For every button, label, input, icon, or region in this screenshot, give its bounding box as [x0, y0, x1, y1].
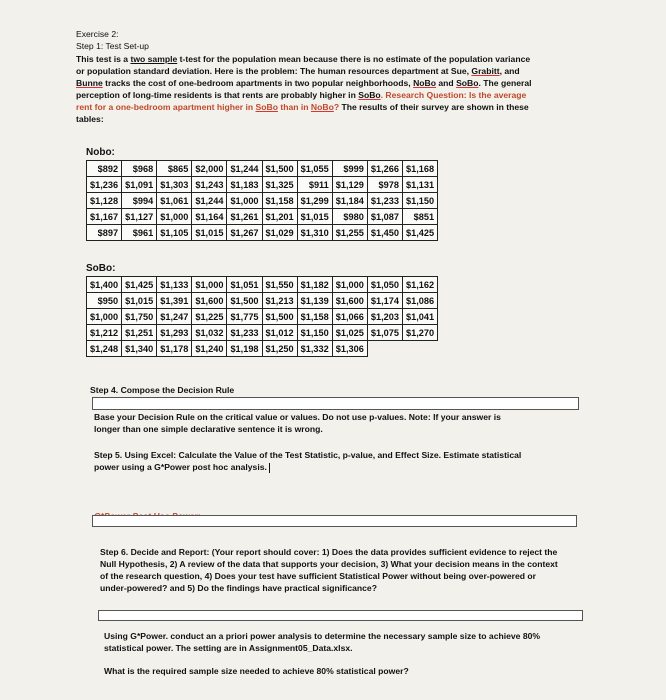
sobo-cell: $1,162 [402, 277, 437, 293]
sobo-cell: $1,240 [192, 341, 227, 357]
report-input[interactable] [98, 610, 583, 621]
nobo-label: Nobo: [86, 147, 115, 158]
nobo-cell: $1,184 [332, 193, 367, 209]
sobo-cell: $1,550 [262, 277, 297, 293]
nobo-cell: $1,105 [157, 225, 192, 241]
sobo-cell: $1,750 [122, 309, 157, 325]
sobo-cell: $1,391 [157, 293, 192, 309]
sobo-cell: $1,000 [87, 309, 122, 325]
intro-paragraph: This test is a two sample t-test for the population mean because there is no estimate of the population variance or population standard deviation. Here is the problem: The human resources department at Sue, Grabitt, and Bunne tracks the cost of one-bedroom apartments in two popular neighborhoods, NoBo and SoBo. The general perception of long-time residents is that rents are probably higher in SoBo. Research Question: Is the average rent for a one-bedroom apartment higher in SoBo than in NoBo? The results of their survey are shown in these tables: [76, 54, 532, 124]
sobo-cell: $1,051 [227, 277, 262, 293]
sobo-cell: $1,041 [402, 309, 437, 325]
nobo-cell: $1,091 [122, 177, 157, 193]
nobo-cell: $911 [297, 177, 332, 193]
nobo-cell: $1,000 [157, 209, 192, 225]
gpower-post-hoc-input[interactable] [92, 515, 577, 527]
sobo-cell: $1,306 [332, 341, 367, 357]
nobo-cell: $1,267 [227, 225, 262, 241]
sobo-cell: $1,233 [227, 325, 262, 341]
nobo-cell: $1,255 [332, 225, 367, 241]
step1-heading: Step 1: Test Set-up [76, 41, 149, 51]
nobo-cell: $1,168 [402, 161, 437, 177]
nobo-cell: $1,129 [332, 177, 367, 193]
nobo-cell: $1,029 [262, 225, 297, 241]
sobo-cell: $1,086 [402, 293, 437, 309]
sobo-cell: $1,251 [122, 325, 157, 341]
nobo-row [87, 209, 438, 225]
sobo-cell: $1,600 [332, 293, 367, 309]
sobo-cell: $1,425 [122, 277, 157, 293]
step4-title: Step 4. Compose the Decision Rule [90, 385, 235, 395]
sobo-row [87, 309, 438, 325]
sobo-cell: $1,248 [87, 341, 122, 357]
sobo-cell: $1,340 [122, 341, 157, 357]
sobo-cell: $1,600 [192, 293, 227, 309]
sobo-cell: $1,050 [367, 277, 402, 293]
nobo-cell: $1,450 [367, 225, 402, 241]
apriori-instructions: Using G*Power. conduct an a priori power analysis to determine the necessary sample size to achieve 80% statistical power. The setting are in Assignment05_Data.xlsx. [104, 631, 541, 653]
sobo-cell: $1,075 [367, 325, 402, 341]
nobo-cell: $1,127 [122, 209, 157, 225]
nobo-cell: $1,158 [262, 193, 297, 209]
research-question: rent for a one-bedroom apartment higher in [76, 102, 256, 112]
nobo-cell: $1,233 [367, 193, 402, 209]
sobo-cell: $1,213 [262, 293, 297, 309]
sobo-cell: $1,133 [157, 277, 192, 293]
nobo-cell: $1,243 [192, 177, 227, 193]
step5-text: Step 5. Using Excel: Calculate the Value of the Test Statistic, p-value, and Effect Size. Estimate statistical power using a G*Power post hoc analysis. [94, 450, 522, 472]
nobo-cell: $1,164 [192, 209, 227, 225]
nobo-cell: $1,299 [297, 193, 332, 209]
sobo-cell: $1,174 [367, 293, 402, 309]
nobo-cell: $1,150 [402, 193, 437, 209]
sobo-table [86, 276, 438, 357]
nobo-cell: $1,015 [192, 225, 227, 241]
sobo-cell: $1,198 [227, 341, 262, 357]
sobo-cell: $1,500 [227, 293, 262, 309]
nobo-cell: $865 [157, 161, 192, 177]
nobo-cell: $2,000 [192, 161, 227, 177]
sobo-cell: $1,066 [332, 309, 367, 325]
sobo-cell: $1,158 [297, 309, 332, 325]
sobo-row [87, 325, 438, 341]
sobo-cell: $1,000 [332, 277, 367, 293]
nobo-cell: $999 [332, 161, 367, 177]
step6-text: Step 6. Decide and Report: (Your report should cover: 1) Does the data provides sufficient evidence to reject the Null Hypothesis, 2) A review of the data that supports your decision, 3) What your decision means in the context of the research question, 4) Does your test have sufficient Statistical Power without being over-powered or under-powered? and 5) Do the findings have practical significance? [100, 547, 558, 593]
sobo-cell: $1,015 [122, 293, 157, 309]
nobo-cell: $1,087 [367, 209, 402, 225]
sobo-cell: $1,139 [297, 293, 332, 309]
nobo-row [87, 161, 438, 177]
nobo-cell: $1,055 [297, 161, 332, 177]
nobo-cell: $1,183 [227, 177, 262, 193]
nobo-cell: $1,236 [87, 177, 122, 193]
sobo-cell: $1,032 [192, 325, 227, 341]
step4-note: Base your Decision Rule on the critical value or values. Do not use p-values. Note: If your answer is longer than one simple declarative sentence it is wrong. [94, 412, 501, 434]
sobo-cell: $950 [87, 293, 122, 309]
sobo-row [87, 293, 438, 309]
sobo-cell: $1,225 [192, 309, 227, 325]
nobo-cell: $1,015 [297, 209, 332, 225]
sobo-cell: $1,000 [192, 277, 227, 293]
sobo-cell: $1,178 [157, 341, 192, 357]
nobo-cell: $1,061 [157, 193, 192, 209]
text-cursor [269, 463, 270, 473]
nobo-cell: $1,261 [227, 209, 262, 225]
nobo-cell: $1,310 [297, 225, 332, 241]
nobo-cell: $1,201 [262, 209, 297, 225]
nobo-cell: $851 [402, 209, 437, 225]
nobo-row [87, 177, 438, 193]
sobo-cell: $1,400 [87, 277, 122, 293]
nobo-cell: $892 [87, 161, 122, 177]
sample-size-question: What is the required sample size needed to achieve 80% statistical power? [104, 666, 409, 676]
sobo-cell: $1,250 [262, 341, 297, 357]
decision-rule-input[interactable] [92, 397, 579, 410]
nobo-row [87, 225, 438, 241]
sobo-cell: $1,775 [227, 309, 262, 325]
nobo-cell: $1,167 [87, 209, 122, 225]
nobo-cell: $968 [122, 161, 157, 177]
sobo-cell: $1,150 [297, 325, 332, 341]
nobo-row [87, 193, 438, 209]
nobo-cell: $1,303 [157, 177, 192, 193]
sobo-cell: $1,332 [297, 341, 332, 357]
nobo-cell: $980 [332, 209, 367, 225]
nobo-table [86, 160, 438, 241]
sobo-row [87, 341, 438, 357]
nobo-cell: $1,244 [227, 161, 262, 177]
sobo-cell: $1,182 [297, 277, 332, 293]
nobo-cell: $1,266 [367, 161, 402, 177]
sobo-cell: $1,247 [157, 309, 192, 325]
nobo-cell: $1,325 [262, 177, 297, 193]
nobo-cell: $897 [87, 225, 122, 241]
nobo-cell: $978 [367, 177, 402, 193]
sobo-cell: $1,203 [367, 309, 402, 325]
sobo-cell: $1,270 [402, 325, 437, 341]
two-sample-text: two sample [130, 54, 178, 64]
sobo-label: SoBo: [86, 263, 116, 274]
nobo-cell: $1,131 [402, 177, 437, 193]
sobo-row [87, 277, 438, 293]
nobo-cell: $994 [122, 193, 157, 209]
sobo-cell: $1,293 [157, 325, 192, 341]
sobo-cell: $1,025 [332, 325, 367, 341]
nobo-cell: $1,000 [227, 193, 262, 209]
nobo-cell: $1,425 [402, 225, 437, 241]
sobo-cell: $1,500 [262, 309, 297, 325]
nobo-cell: $961 [122, 225, 157, 241]
nobo-cell: $1,500 [262, 161, 297, 177]
sobo-cell: $1,212 [87, 325, 122, 341]
nobo-cell: $1,128 [87, 193, 122, 209]
sobo-cell: $1,012 [262, 325, 297, 341]
nobo-cell: $1,244 [192, 193, 227, 209]
exercise-heading: Exercise 2: [76, 29, 119, 39]
